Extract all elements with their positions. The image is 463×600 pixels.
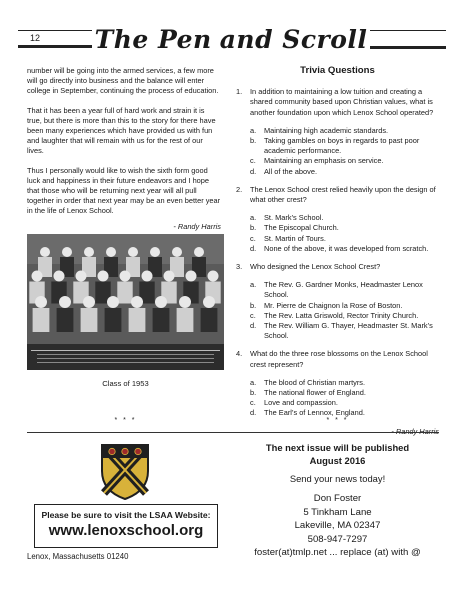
photo-figure-head [120, 271, 131, 282]
trivia-question [236, 349, 439, 369]
trivia-option [250, 311, 439, 321]
photo-figure-head [150, 247, 160, 257]
trivia-option-text: St. Mark’s School. [264, 213, 324, 223]
masthead-rule-right [370, 27, 446, 51]
photo-figure-head [208, 271, 219, 282]
masthead-title [95, 24, 367, 54]
photo-figure-head [179, 296, 191, 308]
contact-block [236, 492, 439, 560]
photo-figure-body [81, 308, 98, 332]
trivia-option [250, 280, 439, 300]
trivia-options [250, 378, 439, 419]
photo-figure-head [40, 247, 50, 257]
photo-figure-head [76, 271, 87, 282]
trivia-question-text: In addition to maintaining a low tuition and creating a shared community based upon Christian values, what is another foundation upon which Lenox School operated? [250, 87, 434, 117]
trivia-question [236, 262, 439, 272]
photo-figure-head [83, 296, 95, 308]
photo-figure-head [62, 247, 72, 257]
trivia-option [250, 378, 439, 388]
trivia-option-letter: c. [250, 233, 256, 243]
trivia-option [250, 213, 439, 223]
trivia-question [236, 185, 439, 205]
trivia-question-text: The Lenox School crest relied heavily upon the design of what other crest? [250, 184, 436, 205]
photo-figure-head [194, 247, 204, 257]
trivia-option-letter: c. [250, 310, 256, 320]
photo-figure-body [153, 308, 170, 332]
photo-figure-head [186, 271, 197, 282]
trivia-option [250, 301, 439, 311]
page-number: 12 [18, 30, 92, 48]
photo-figure-head [98, 271, 109, 282]
trivia-option-text: Taking gambles on boys in regards to past poor academic performance. [264, 136, 420, 156]
trivia-question-number: 2. [236, 184, 243, 194]
trivia-option-text: The blood of Christian martyrs. [264, 377, 366, 387]
contact-name: Don Foster [313, 493, 362, 504]
trivia-option [250, 388, 439, 398]
trivia-question-number: 4. [236, 349, 243, 359]
trivia-option-text: Love and compassion. [264, 398, 338, 408]
contact-city: Lakeville, MA 02347 [294, 520, 381, 532]
contact-phone: 508-947-7297 [307, 533, 368, 545]
trivia-option-text: None of the above, it was developed from scratch. [264, 243, 429, 253]
trivia-title: Trivia Questions [300, 65, 375, 76]
school-location: Lenox, Massachusetts 01240 [27, 552, 129, 561]
photo-figure-body [117, 282, 132, 304]
trivia-option-letter: d. [250, 243, 257, 253]
lenox-school-crest-icon [100, 443, 150, 501]
trivia-option-letter: c. [250, 156, 256, 166]
trivia-option [250, 398, 439, 408]
trivia-option-text: All of the above. [264, 166, 318, 176]
article-paragraph: number will be going into the armed services, a few more will go directly into business and the balance will enter college in September, continuing the process of education. [27, 66, 219, 96]
masthead-title-part1: The Pen [94, 24, 212, 54]
trivia-option-text: The Rev. Latta Griswold, Rector Trinity Church. [264, 310, 419, 320]
trivia-option-letter: b. [250, 388, 257, 398]
masthead-title-part2: and Scroll [219, 24, 368, 54]
trivia-question-number: 3. [236, 262, 243, 272]
send-news-text: Send your news today! [289, 473, 386, 484]
trivia-option-letter: b. [250, 300, 257, 310]
next-issue-line2: August 2016 [309, 455, 366, 466]
photo-figure-head [84, 247, 94, 257]
photo-figure-body [33, 308, 50, 332]
trivia-option-letter: a. [250, 280, 257, 290]
trivia-question [236, 87, 439, 118]
article-paragraph: That it has been a year full of hard work and strain it is true, but there is more than this to the story for there have been many experiences which have provided us with fun and laughter that will remain with us for the rest of our lives. [27, 105, 216, 156]
trivia-options [250, 126, 439, 177]
trivia-options [250, 280, 439, 341]
trivia-question-number: 1. [236, 87, 243, 97]
trivia-option-text: Mr. Pierre de Chaignon la Rose of Boston. [264, 300, 403, 310]
section-rule [27, 432, 439, 433]
photo-figure-head [203, 296, 215, 308]
trivia-option-text: The Episcopal Church. [264, 223, 339, 233]
trivia-column [236, 66, 439, 437]
trivia-question-list [236, 87, 439, 418]
trivia-option [250, 136, 439, 156]
photo-figure-body [177, 308, 194, 332]
photo-figure-head [155, 296, 167, 308]
photo-figure-body [57, 308, 74, 332]
contact-email[interactable]: foster(at)tmlp.net ... replace (at) with @ [254, 547, 421, 559]
photo-figure-head [142, 271, 153, 282]
photo-figure-head [107, 296, 119, 308]
trivia-option-text: The Rev. William G. Thayer, Headmaster St. Mark’s School. [264, 321, 433, 341]
class-photo [27, 234, 224, 370]
photo-figure-head [131, 296, 143, 308]
trivia-option-text: The Earl’s of Lennox, England. [264, 408, 365, 418]
photo-figure-head [128, 247, 138, 257]
trivia-option-letter: d. [250, 166, 257, 176]
website-callout [34, 504, 218, 548]
photo-caption: Class of 1953 [102, 379, 149, 388]
photo-figure-head [106, 247, 116, 257]
contact-street: 5 Tinkham Lane [303, 506, 372, 518]
photo-figure-head [32, 271, 43, 282]
trivia-option-letter: c. [250, 398, 256, 408]
photo-figure-body [201, 308, 218, 332]
next-issue-line1: The next issue will be published [265, 442, 410, 453]
photo-figure-head [59, 296, 71, 308]
trivia-option [250, 126, 439, 136]
photo-figure-body [129, 308, 146, 332]
class-photo-image [27, 234, 224, 370]
trivia-option-letter: d. [250, 321, 257, 331]
trivia-option [250, 234, 439, 244]
photo-figure-head [172, 247, 182, 257]
trivia-option-letter: a. [250, 377, 257, 387]
article-signature: - Randy Harris [173, 221, 221, 231]
trivia-option-text: The national flower of England. [264, 388, 366, 398]
trivia-option [250, 244, 439, 254]
section-divider-stars: * * * [114, 417, 137, 424]
trivia-option-text: St. Martin of Tours. [264, 233, 326, 243]
trivia-option-text: The Rev. G. Gardner Monks, Headmaster Lenox School. [264, 280, 423, 300]
trivia-question-text: What do the three rose blossoms on the Lenox School crest represent? [250, 349, 428, 369]
trivia-option-letter: a. [250, 213, 257, 223]
photo-figure-head [35, 296, 47, 308]
trivia-option-letter: b. [250, 223, 257, 233]
trivia-question-text: Who designed the Lenox School Crest? [250, 262, 381, 272]
trivia-option-text: Maintaining high academic standards. [264, 125, 389, 135]
section-divider-stars: * * * [326, 417, 349, 424]
trivia-option-text: Maintaining an emphasis on service. [264, 156, 384, 166]
trivia-option-letter: b. [250, 136, 257, 146]
photo-figure-head [164, 271, 175, 282]
trivia-option [250, 223, 439, 233]
trivia-option [250, 167, 439, 177]
photo-figure-head [54, 271, 65, 282]
website-link[interactable]: www.lenoxschool.org [48, 522, 204, 539]
trivia-option-letter: d. [250, 408, 257, 418]
trivia-options [250, 213, 439, 254]
photo-figure-body [105, 308, 122, 332]
trivia-option [250, 156, 439, 166]
trivia-option-letter: a. [250, 125, 257, 135]
next-issue-notice [236, 441, 439, 560]
website-prompt: Please be sure to visit the LSAA Website: [41, 510, 211, 520]
article-left-column [27, 66, 221, 232]
trivia-option [250, 321, 439, 341]
article-paragraph: Thus I personally would like to wish the sixth form good luck and happiness in their future endeavors and I hope that those who will be returning next year will all pull together in order that next year may be an even better year in the life of Lenox School. [27, 165, 221, 216]
